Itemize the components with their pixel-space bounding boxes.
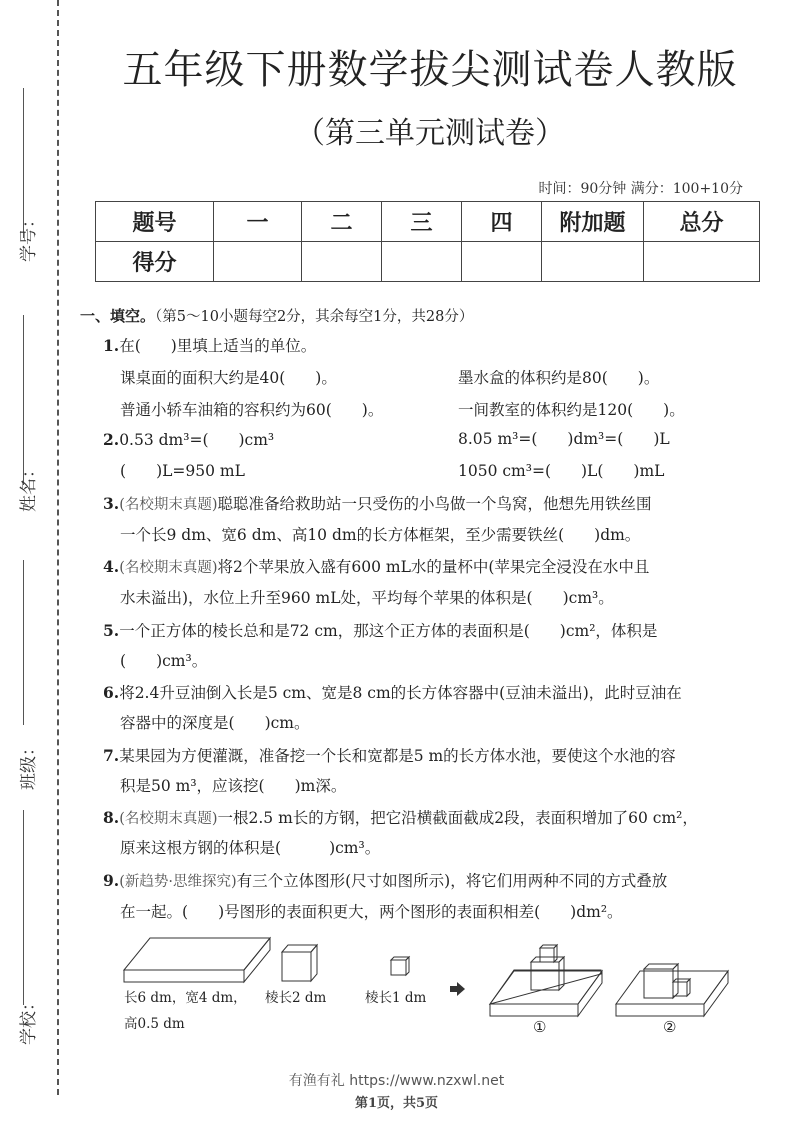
arrangement-2-figure — [616, 964, 728, 1016]
score-cell[interactable] — [382, 242, 462, 282]
question-3-line-1: 3.(名校期末真题)聪聪准备给救助站一只受伤的小鸟做一个鸟窝，他想先用铁丝围 — [103, 494, 652, 513]
page-number: 第1页，共5页 — [354, 1096, 439, 1111]
school-line[interactable] — [23, 810, 24, 1005]
header-cell: 附加题 — [542, 202, 644, 242]
cube-2dm-figure — [282, 945, 317, 981]
question-1-item-2: 墨水盒的体积约是80( )。 — [458, 369, 660, 387]
header-cell: 三 — [382, 202, 462, 242]
header-cell: 总分 — [644, 202, 760, 242]
arrangement-2-label: ② — [663, 1018, 677, 1036]
slab-figure — [124, 938, 270, 982]
school-label: 学校： — [19, 994, 39, 1045]
name-line[interactable] — [23, 315, 24, 485]
score-cell[interactable] — [542, 242, 644, 282]
footer-site-link[interactable]: 有渔有礼 https://www.nzxwl.net — [288, 1073, 505, 1089]
cube-2dm-caption: 棱长2 dm — [265, 990, 327, 1006]
question-1-stem: 1.在( )里填上适当的单位。 — [103, 336, 317, 355]
slab-caption-line-2: 高0.5 dm — [124, 1016, 185, 1032]
page-title: 五年级下册数学拔尖测试卷人教版 — [122, 47, 738, 93]
question-1-item-4: 一间教室的体积约是120( )。 — [458, 401, 685, 419]
score-cell[interactable] — [214, 242, 302, 282]
class-label: 班级： — [19, 739, 39, 790]
exam-meta: 时间：90分钟 满分：100+10分 — [538, 181, 743, 197]
score-table — [95, 201, 760, 282]
header-cell: 二 — [302, 202, 382, 242]
arrangement-1-figure — [490, 945, 602, 1016]
score-cell[interactable] — [462, 242, 542, 282]
question-5-line-2: ( )cm³。 — [120, 652, 208, 670]
cut-line — [57, 0, 59, 1095]
score-cell[interactable] — [644, 242, 760, 282]
question-3-line-2: 一个长9 dm、宽6 dm、高10 dm的长方体框架，至少需要铁丝( )dm。 — [120, 526, 641, 544]
question-1-item-1: 课桌面的面积大约是40( )。 — [120, 369, 337, 387]
arrangement-1-label: ① — [533, 1018, 547, 1036]
question-6-line-1: 6.将2.4升豆油倒入长是5 cm、宽是8 cm的长方体容器中(豆油未溢出)，此时豆油在 — [103, 683, 682, 702]
cube-1dm-figure — [391, 957, 409, 975]
question-5-line-1: 5.一个正方体的棱长总和是72 cm，那这个正方体的表面积是( )cm²，体积是 — [103, 621, 658, 640]
score-table-score-row — [96, 242, 760, 282]
question-2-part-4: 1050 cm³=( )L( )mL — [458, 462, 665, 480]
question-9-line-1: 9.(新趋势·思维探究)有三个立体图形(尺寸如图所示)，将它们用两种不同的方式叠放 — [103, 871, 668, 890]
question-7-line-1: 7.某果园为方便灌溉，准备挖一个长和宽都是5 m的长方体水池，要使这个水池的容 — [103, 746, 676, 765]
question-2-part-1: 2.0.53 dm³=( )cm³ — [103, 430, 275, 449]
slab-caption-line-1: 长6 dm，宽4 dm， — [124, 990, 247, 1006]
section-1-heading — [80, 305, 473, 326]
question-1-item-3: 普通小轿车油箱的容积约为60( )。 — [120, 401, 384, 419]
section-1-note: （第5～10小题每空2分，其余每空1分，共28分） — [155, 309, 474, 325]
question-2-part-3: ( )L=950 mL — [120, 462, 245, 480]
class-line[interactable] — [23, 560, 24, 725]
header-cell: 题号 — [96, 202, 214, 242]
question-8-line-2: 原来这根方钢的体积是( )cm³。 — [120, 839, 381, 857]
score-cell[interactable] — [302, 242, 382, 282]
score-table-header-row — [96, 202, 760, 242]
score-row-label: 得分 — [96, 242, 214, 282]
header-cell: 一 — [214, 202, 302, 242]
question-4-line-1: 4.(名校期末真题)将2个苹果放入盛有600 mL水的量杯中(苹果完全浸没在水中且 — [103, 557, 650, 576]
header-cell: 四 — [462, 202, 542, 242]
student-id-label: 学号： — [19, 211, 39, 262]
page-subtitle: （第三单元测试卷） — [295, 116, 565, 151]
question-7-line-2: 积是50 m³，应该挖( )m深。 — [120, 777, 347, 795]
right-arrow-icon — [450, 982, 465, 996]
section-1-title: 一、填空。 — [80, 307, 156, 325]
question-4-line-2: 水未溢出)，水位上升至960 mL处，平均每个苹果的体积是( )cm³。 — [120, 589, 614, 607]
question-2-part-2: 8.05 m³=( )dm³=( )L — [458, 430, 670, 448]
cube-1dm-caption: 棱长1 dm — [365, 990, 427, 1006]
binding-strip — [0, 0, 70, 1122]
name-label: 姓名： — [19, 461, 39, 512]
question-8-line-1: 8.(名校期末真题)一根2.5 m长的方钢，把它沿横截面截成2段，表面积增加了60 cm²， — [103, 808, 698, 827]
question-9-line-2: 在一起。( )号图形的表面积更大，两个图形的表面积相差( )dm²。 — [120, 903, 623, 921]
question-9-figures — [110, 930, 760, 1040]
question-6-line-2: 容器中的深度是( )cm。 — [120, 714, 310, 732]
